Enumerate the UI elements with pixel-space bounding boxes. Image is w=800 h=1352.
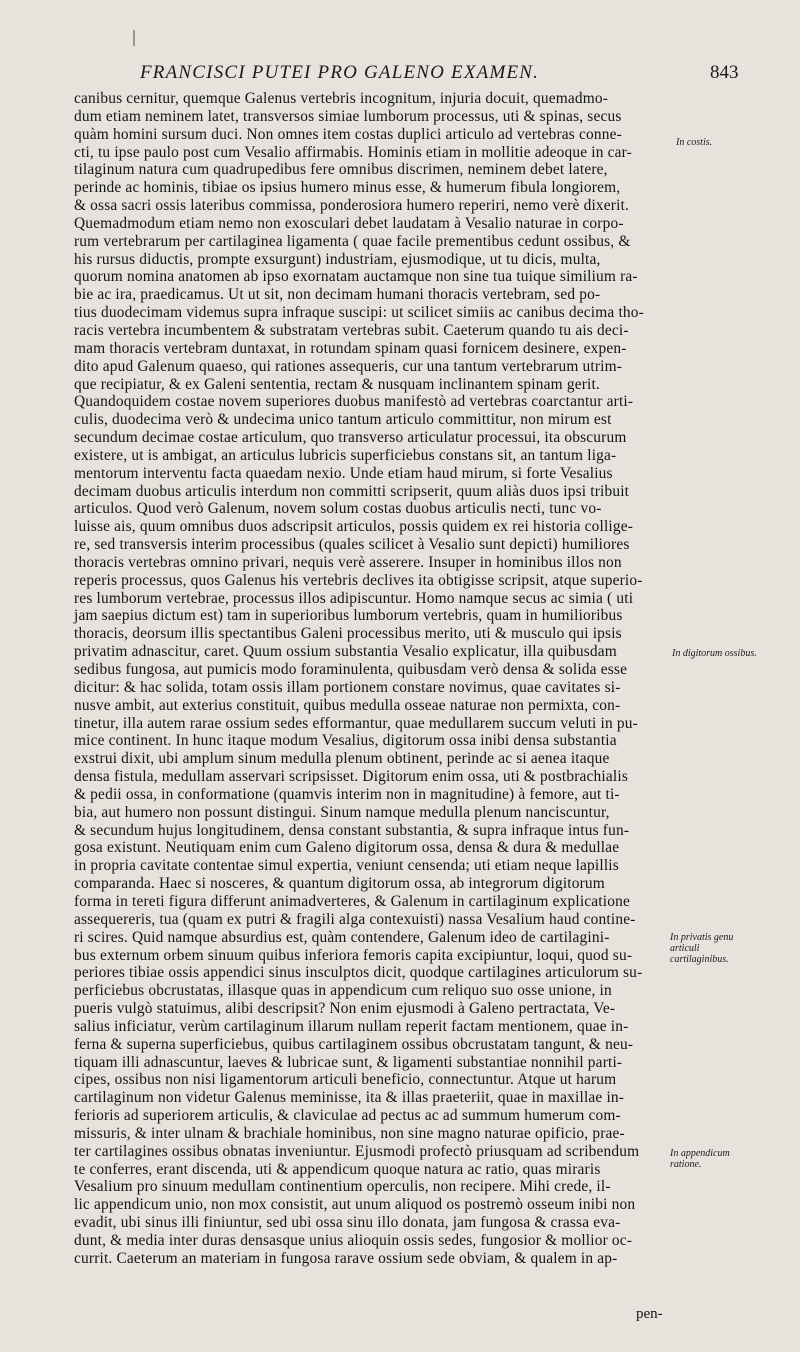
margin-note-appendicum: In appendicum ratione. [670, 1148, 730, 1170]
text-line: existere, ut is ambigat, an articulus lubricis superficiebus constans sit, an tantum liga- [74, 446, 617, 464]
text-line: res lumborum vertebrae, processus illos adipiscuntur. Homo namque secus ac simia ( uti [74, 589, 634, 607]
margin-note-costis: In costis. [676, 137, 713, 148]
text-line: quàm homini sursum duci. Non omnes item costas duplici articulo ad vertebras conne- [74, 125, 622, 143]
text-line: cartilaginum non videtur Galenus meminisse, ita & illas praeteriit, quae in maxillae in- [74, 1089, 625, 1107]
text-line: dunt, & media inter duras densasque unius alioquin ossis sedes, fungosior & mollior oc- [74, 1232, 633, 1249]
text-line: Quemadmodum etiam nemo non exosculari debet laudatam à Vesalio naturae in corpo- [74, 214, 624, 232]
text-line: sedibus fungosa, aut pumicis modo foraminulenta, quibusdam verò densa & solida esse [74, 661, 628, 678]
margin-note-cartilaginibus: In privatis genu articuli cartilaginibus. [670, 932, 734, 965]
text-line: mice continent. In hunc itaque modum Vesalius, digitorum ossa inibi densa substantia [74, 732, 617, 750]
spine-mark [133, 30, 135, 46]
text-line: his rursus diductis, prompte exsurgunt) industriam, ejusmodique, ut tu dicis, multa, [74, 250, 601, 268]
text-line: & pedii ossa, in conformatione (quamvis interim non in magnitudine) à femore, aut ti- [74, 785, 620, 803]
text-line: in propria cavitate contentae simul expertia, veniunt censenda; uti etiam neque lapillis [74, 857, 619, 875]
text-line: thoracis, deorsum illis spectantibus Galeni processibus merito, uti & musculo qui ipsis [74, 625, 622, 643]
text-line: mentorum interventu facta quaedam nexio. Unde etiam haud mirum, si forte Vesalius [74, 464, 613, 482]
text-line: dicitur: & hac solida, totam ossis illam portionem constare novimus, quae cavitates si- [74, 678, 621, 696]
text-line: dito apud Galenum quaeso, qui rationes assequeris, cur una tantum vertebrarum utrim- [74, 357, 623, 375]
text-line: re, sed transversis interim processibus (quales scilicet à Vesalio sunt depicti) humiliores [74, 536, 630, 554]
text-line: decimam duobus articulis interdum non committi scripserit, quum aliàs duos ipsi tribuit [74, 482, 630, 500]
text-line: jam saepius dictum est) tam in superioribus lumborum vertebris, quam in humilioribus [74, 607, 623, 625]
text-line: dum etiam neminem latet, transversos simiae lumborum processus, uti & spinas, secus [74, 107, 622, 125]
text-line: densa fistula, medullam asservari scripsisset. Digitorum enim ossa, uti & postbrachialis [74, 768, 628, 786]
text-line: privatim adnascitur, caret. Quum ossium substantia Vesalio explicatur, illa quibusdam [74, 643, 617, 661]
text-line: cipes, ossibus non nisi ligamentorum articuli beneficio, connectuntur. Atque ut harum [74, 1071, 617, 1089]
text-line: evadit, ubi sinus illi finiuntur, sed ubi ossa sinu illo donata, jam fungosa & crassa eva- [74, 1214, 621, 1232]
text-line: & secundum hujus longitudinem, densa constant substantia, & supra infraque intus fun- [74, 821, 630, 839]
text-line: mam thoracis vertebram duntaxat, in rotundam spinam quasi fornicem desinere, expen- [74, 339, 627, 357]
text-line: comparanda. Haec si nosceres, & quantum digitorum ossa, ab integrorum digitorum [74, 875, 605, 893]
text-line: que recipiatur, & ex Galeni sententia, rectam & nusquam inclinantem spinam gerit. [74, 375, 600, 393]
text-line: te conferres, erant discenda, uti & appendicum quoque natura ac ratio, quas miraris [74, 1160, 601, 1178]
text-line: gosa existunt. Neutiquam enim cum Galeno digitorum ossa, densa & dura & medullae [74, 839, 620, 857]
text-line: ferna & superna superficiebus, quibus cartilaginem ossibus obcrustatam tangunt, & neu- [74, 1035, 634, 1053]
text-line: nusve ambit, aut exterius constituit, quibus medulla osseae naturae non permixta, con- [74, 696, 621, 714]
text-line: luisse ais, quum omnibus duos adscripsit articulos, possis quidem ex rei historia collige- [74, 518, 634, 536]
text-line: rum vertebrarum per cartilaginea ligamenta ( quae facile prementibus cedunt ossibus, & [74, 232, 631, 250]
text-line: Quandoquidem costae novem superiores duobus manifestò ad vertebras coarctantur arti- [74, 393, 634, 411]
text-line: salius inficiatur, verùm cartilaginum illarum nullam reperit factam mentionem, quae in- [74, 1017, 629, 1035]
text-line: secundum decimae costae articulum, quo transverso articulatur processui, ita obscurum [74, 429, 627, 447]
text-line: culis, duodecima verò & undecima unico tantum articulo committitur, non mirum est [74, 411, 612, 429]
text-line: tius duodecimam videmus supra infraque suscipi: ut scilicet simiis ac canibus decima tho- [74, 304, 644, 322]
page-number: 843 [710, 62, 739, 83]
text-line: articulos. Quod verò Galenum, novem solum costas duobus articulis necti, tunc vo- [74, 500, 602, 518]
text-line: periores tibiae ossis appendici sinus insculptos dicit, quodque cartilagines articulorum su- [74, 964, 643, 982]
text-line: tilaginum natura cum quadrupedibus fere omnibus discrimen, neminem debet latere, [74, 161, 608, 179]
text-line: bia, aut humero non possunt distingui. Sinum namque medulla plenum nanciscuntur, [74, 803, 610, 821]
text-line: perficiebus obcrustatas, illasque quas in appendicum cum reliquo suo osse unione, in [74, 982, 612, 1000]
text-line: forma in tereti figura differunt animadverteres, & Galenum in cartilaginum explicatione [74, 892, 630, 910]
text-line: reperis processus, quos Galenus his vertebris declives ita obtigisse scripsit, atque superio- [74, 571, 643, 589]
main-text-column [74, 90, 666, 1268]
running-head: FRANCISCI PUTEI PRO GALENO EXAMEN. [140, 62, 540, 83]
text-line: Vesalium pro sinuum medullam continentium operculis, non recipere. Mihi crede, il- [74, 1178, 611, 1196]
catchword: pen- [636, 1306, 663, 1322]
text-line: & ossa sacri ossis lateribus commissa, ponderosiora humero reperiri, nemo verè dixerit. [74, 197, 630, 215]
text-line: bie ac ira, praedicamus. Ut ut sit, non decimam humani thoracis vertebram, sed po- [74, 286, 601, 304]
text-line: ferioris ad superiorem articulis, & claviculae ad pectus ac ad summum humerum com- [74, 1107, 621, 1125]
text-line: ter cartilagines ossibus obnatas inveniuntur. Ejusmodi profectò priusquam ad scribendum [74, 1142, 640, 1160]
text-line: canibus cernitur, quemque Galenus vertebris incognitum, injuria docuit, quemadmo- [74, 90, 609, 107]
text-line: ri scires. Quid namque absurdius est, quàm contendere, Galenum ideo de cartilagini- [74, 928, 610, 946]
text-line: perinde ac hominis, tibiae os ipsius humero minus esse, & humerum fibula longiorem, [74, 179, 621, 197]
text-line: missuris, & inter ulnam & brachiale hominibus, non sine magno naturae opificio, prae- [74, 1124, 625, 1142]
text-line: pueris vulgò statuimus, alibi descripsit? Non enim ejusmodi à Galeno pertractata, Ve- [74, 1000, 616, 1018]
text-line: quorum nomina anatomen ab ipso exornatam auctamque non sine tua tuique similium ra- [74, 268, 638, 286]
text-line: thoracis vertebras omnino privari, nequis verè asserere. Insuper in hominibus illos non [74, 553, 622, 571]
text-line: bus externum orbem sinuum quibus inferiora femoris capita excipiuntur, loqui, quod su- [74, 946, 633, 964]
margin-note-digitorum: In digitorum ossibus. [672, 648, 757, 659]
text-line: assequereris, tua (quam ex putri & fragili alga contexuisti) nassa Vesalium haud contine- [74, 910, 636, 928]
text-line: lic appendicum unio, non mox consistit, aut unum aliquod os postremò osseum inibi non [74, 1196, 636, 1214]
text-line: racis vertebra incumbentem & substratam vertebras subit. Caeterum quando tu ais deci- [74, 321, 629, 339]
text-line: currit. Caeterum an materiam in fungosa rarave ossium sede obviam, & qualem in ap- [74, 1249, 618, 1267]
text-line: tinetur, illa autem rarae ossium sedes efformantur, quae medullarem succum veluti in pu- [74, 714, 638, 732]
text-line: tiquam illi adnascuntur, laeves & lubricae sunt, & ligamenti substantiae nonnihil parti- [74, 1053, 623, 1071]
text-line: cti, tu ipse paulo post cum Vesalio affirmabis. Hominis etiam in mollitie adeoque in car- [74, 143, 632, 161]
text-line: exstrui dixit, ubi amplum sinum medulla plenum obtinent, perinde ac si aenea itaque [74, 750, 610, 768]
